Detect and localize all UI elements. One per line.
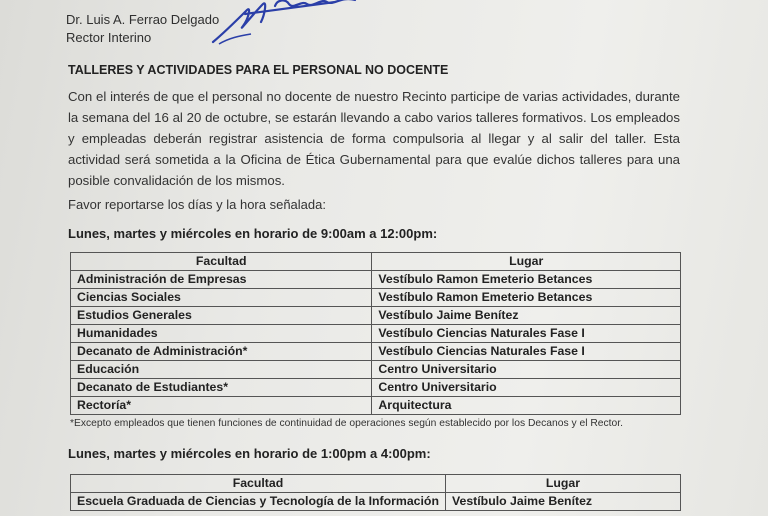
report-instruction: Favor reportarse los días y la hora señalada: bbox=[68, 197, 326, 212]
facultad-cell: Rectoría* bbox=[71, 397, 372, 415]
column-header-lugar: Lugar bbox=[445, 475, 680, 493]
column-header-lugar: Lugar bbox=[372, 253, 681, 271]
facultad-cell: Decanato de Administración* bbox=[71, 343, 372, 361]
lugar-cell: Vestíbulo Ciencias Naturales Fase I bbox=[372, 343, 681, 361]
table-row bbox=[71, 271, 681, 289]
document-heading: TALLERES Y ACTIVIDADES PARA EL PERSONAL NO DOCENTE bbox=[68, 63, 449, 77]
table-row bbox=[71, 325, 681, 343]
table-row bbox=[71, 307, 681, 325]
signer-title: Rector Interino bbox=[66, 30, 152, 45]
lugar-cell: Vestíbulo Jaime Benítez bbox=[372, 307, 681, 325]
table-row bbox=[71, 343, 681, 361]
signer-name: Dr. Luis A. Ferrao Delgado bbox=[66, 12, 220, 27]
lugar-cell: Vestíbulo Ramon Emeterio Betances bbox=[372, 289, 681, 307]
table-row bbox=[71, 493, 681, 511]
facultad-cell: Estudios Generales bbox=[71, 307, 372, 325]
facultad-cell: Decanato de Estudiantes* bbox=[71, 379, 372, 397]
exception-footnote: *Excepto empleados que tienen funciones de continuidad de operaciones según establecido por los Decanos y el Rector. bbox=[70, 418, 623, 429]
lugar-cell: Centro Universitario bbox=[372, 379, 681, 397]
facultad-cell: Educación bbox=[71, 361, 372, 379]
lugar-cell: Vestíbulo Jaime Benítez bbox=[445, 493, 680, 511]
signature-image bbox=[205, 0, 375, 52]
column-header-facultad: Facultad bbox=[71, 253, 372, 271]
table-row bbox=[71, 379, 681, 397]
schedule-morning-heading: Lunes, martes y miércoles en horario de 9:00am a 12:00pm: bbox=[68, 226, 438, 241]
table-row bbox=[71, 397, 681, 415]
facultad-cell: Ciencias Sociales bbox=[71, 289, 372, 307]
lugar-cell: Vestíbulo Ciencias Naturales Fase I bbox=[372, 325, 681, 343]
schedule-morning-table bbox=[70, 252, 681, 415]
schedule-afternoon-heading: Lunes, martes y miércoles en horario de 1:00pm a 4:00pm: bbox=[68, 446, 431, 461]
table-row bbox=[71, 289, 681, 307]
schedule-afternoon-table bbox=[70, 474, 681, 511]
lugar-cell: Centro Universitario bbox=[372, 361, 681, 379]
lugar-cell: Arquitectura bbox=[372, 397, 681, 415]
table-header-row bbox=[71, 253, 681, 271]
facultad-cell: Humanidades bbox=[71, 325, 372, 343]
column-header-facultad: Facultad bbox=[71, 475, 446, 493]
table-row bbox=[71, 361, 681, 379]
table-header-row bbox=[71, 475, 681, 493]
lugar-cell: Vestíbulo Ramon Emeterio Betances bbox=[372, 271, 681, 289]
facultad-cell: Administración de Empresas bbox=[71, 271, 372, 289]
intro-paragraph: Con el interés de que el personal no docente de nuestro Recinto participe de varias actividades, durante la semana del 16 al 20 de octubre, se estarán llevando a cabo varios talleres formativos. Los empleados y empleadas deberán registrar asistencia de forma compulsoria al llegar y al salir del taller. Esta actividad será sometida a la Oficina de Ética Gubernamental para que evalúe dichos talleres para una posible convalidación de los mismos. bbox=[68, 89, 680, 188]
facultad-cell: Escuela Graduada de Ciencias y Tecnología de la Información bbox=[71, 493, 446, 511]
